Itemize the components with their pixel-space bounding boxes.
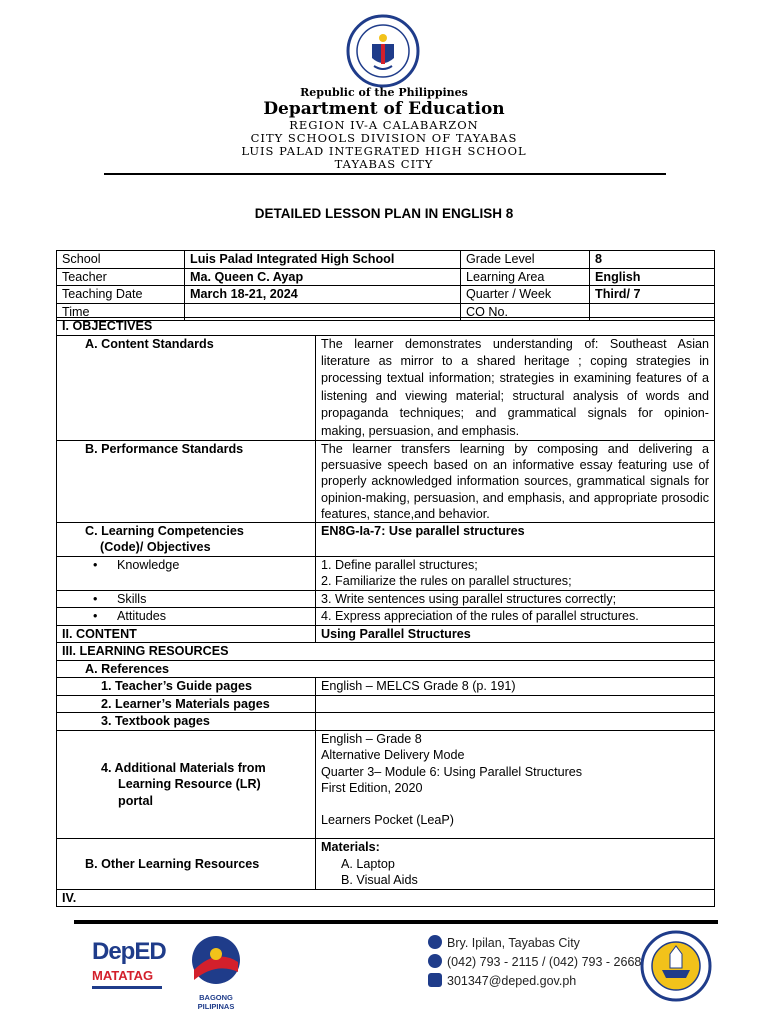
table-row [57, 522, 715, 556]
textbook-label: 3. Textbook pages [57, 713, 316, 731]
other-resources-value [316, 839, 715, 890]
performance-standards-label: B. Performance Standards [57, 440, 316, 522]
table-row [57, 608, 715, 626]
location-pin-icon [428, 935, 442, 949]
table-row [57, 730, 715, 839]
material-item-a: A. Laptop [341, 856, 395, 871]
phone-line [428, 954, 641, 969]
competencies-label [57, 522, 316, 556]
email-line [428, 973, 576, 988]
objectives-heading: I. OBJECTIVES [57, 318, 715, 336]
competencies-label-line2: (Code)/ Objectives [100, 540, 211, 555]
skills-label-text: Skills [117, 591, 147, 606]
table-row [57, 839, 715, 890]
table-row [57, 889, 715, 907]
school-value: Luis Palad Integrated High School [185, 251, 461, 269]
additional-item-1: English – Grade 8 [321, 731, 422, 746]
area-value: English [590, 268, 715, 286]
teacher-label: Teacher [57, 268, 185, 286]
grade-label: Grade Level [461, 251, 590, 269]
phone-text: (042) 793 - 2115 / (042) 793 - 2668 [447, 955, 642, 969]
address-text: Bry. Ipilan, Tayabas City [447, 936, 580, 950]
competencies-label-line1: C. Learning Competencies [85, 523, 244, 538]
department-name: Department of Education [263, 99, 505, 119]
additional-label-line2: Learning Resource (LR) [118, 777, 261, 792]
content-standards-label: A. Content Standards [57, 335, 316, 440]
email-icon [428, 973, 442, 987]
additional-item-2: Alternative Delivery Mode [321, 748, 465, 763]
knowledge-label-text: Knowledge [117, 557, 180, 572]
additional-item-4: First Edition, 2020 [321, 781, 423, 796]
bullet-icon: • [93, 557, 98, 572]
additional-label-line1: 4. Additional Materials from [101, 760, 266, 775]
competency-code: EN8G-Ia-7: Use parallel structures [316, 522, 715, 556]
quarter-label: Quarter / Week [461, 286, 590, 304]
deped-matatag-logo [92, 938, 172, 998]
grade-value: 8 [590, 251, 715, 269]
materials-heading: Materials: [321, 840, 380, 855]
teachers-guide-label: 1. Teacher’s Guide pages [57, 678, 316, 696]
area-label: Learning Area [461, 268, 590, 286]
table-row [57, 440, 715, 522]
bagong-pilipinas-emblem-icon [180, 934, 252, 986]
date-value: March 18-21, 2024 [185, 286, 461, 304]
attitudes-label-text: Attitudes [117, 609, 167, 624]
learning-resources-heading: III. LEARNING RESOURCES [57, 643, 715, 661]
table-row [57, 286, 715, 304]
table-row [57, 590, 715, 608]
content-value: Using Parallel Structures [316, 625, 715, 643]
table-row [57, 678, 715, 696]
additional-label-line3: portal [118, 793, 153, 808]
teachers-guide-value: English – MELCS Grade 8 (p. 191) [316, 678, 715, 696]
lesson-plan-table [56, 317, 715, 907]
section-iv-heading: IV. [57, 889, 715, 907]
header-divider [104, 173, 666, 175]
table-row [57, 660, 715, 678]
address-line [428, 935, 580, 950]
references-heading: A. References [57, 660, 715, 678]
co-label: CO No. [461, 303, 590, 321]
table-row [57, 695, 715, 713]
knowledge-label [57, 556, 316, 590]
knowledge-item-2: 2. Familiarize the rules on parallel structures; [321, 574, 572, 589]
additional-item-5: Learners Pocket (LeaP) [321, 812, 455, 827]
table-row [57, 713, 715, 731]
school-seal-logo [640, 930, 712, 1002]
table-row [57, 625, 715, 643]
deped-logo-text: DepED [92, 938, 166, 965]
knowledge-item-1: 1. Define parallel structures; [321, 557, 478, 572]
region-line: REGION IV-A CALABARZON [289, 118, 479, 132]
material-item-b: B. Visual Aids [341, 873, 418, 888]
textbook-value [316, 713, 715, 731]
other-resources-label: B. Other Learning Resources [57, 839, 316, 890]
attitudes-label [57, 608, 316, 626]
table-row [57, 643, 715, 661]
teacher-value: Ma. Queen C. Ayap [185, 268, 461, 286]
additional-item-3: Quarter 3– Module 6: Using Parallel Structures [321, 764, 583, 779]
table-row [57, 556, 715, 590]
bullet-icon: • [93, 591, 98, 606]
skills-label [57, 590, 316, 608]
table-row [57, 335, 715, 440]
performance-standards-text: The learner transfers learning by composing and delivering a persuasive speech based on an informative essay featuring use of properly acknowledged information sources, grammatical signals for opinion-making, persuasion, and emphasis, and appropriate prosodic features, stance,and behavior. [316, 440, 715, 522]
skills-item-1: 3. Write sentences using parallel structures correctly; [316, 590, 715, 608]
knowledge-items [316, 556, 715, 590]
date-label: Teaching Date [57, 286, 185, 304]
phone-icon [428, 954, 442, 968]
content-label: II. CONTENT [57, 625, 316, 643]
deped-seal-logo [346, 14, 420, 88]
additional-materials-value [316, 730, 715, 839]
info-table [56, 250, 715, 321]
division-line: CITY SCHOOLS DIVISION OF TAYABAS [250, 131, 518, 145]
city-line: TAYABAS CITY [334, 157, 434, 171]
document-title: DETAILED LESSON PLAN IN ENGLISH 8 [254, 206, 514, 221]
table-row [57, 268, 715, 286]
school-line: LUIS PALAD INTEGRATED HIGH SCHOOL [241, 144, 527, 158]
bagong-pilipinas-logo [180, 934, 252, 1011]
additional-materials-label [57, 730, 316, 839]
footer-divider [74, 920, 718, 924]
table-row [57, 318, 715, 336]
attitudes-item-1: 4. Express appreciation of the rules of parallel structures. [316, 608, 715, 626]
table-row [57, 251, 715, 269]
bagong-pilipinas-text: BAGONG PILIPINAS [197, 993, 235, 1011]
time-label: Time [57, 303, 185, 321]
content-standards-text: The learner demonstrates understanding of: Southeast Asian literature as mirror to a shared heritage ; coping strategies in processing textual information; strategies in examining features of a listening and viewing material; structural analysis of words and propaganda techniques; and grammatical signals for opinion- making, persuasion, and emphasis. [316, 335, 715, 440]
republic-line: Republic of the Philippines [300, 86, 468, 99]
email-text: 301347@deped.gov.ph [447, 974, 577, 988]
bullet-icon: • [93, 609, 98, 624]
matatag-text: MATATAG [92, 968, 154, 983]
learners-materials-value [316, 695, 715, 713]
quarter-value: Third/ 7 [590, 286, 715, 304]
school-label: School [57, 251, 185, 269]
learners-materials-label: 2. Learner’s Materials pages [57, 695, 316, 713]
